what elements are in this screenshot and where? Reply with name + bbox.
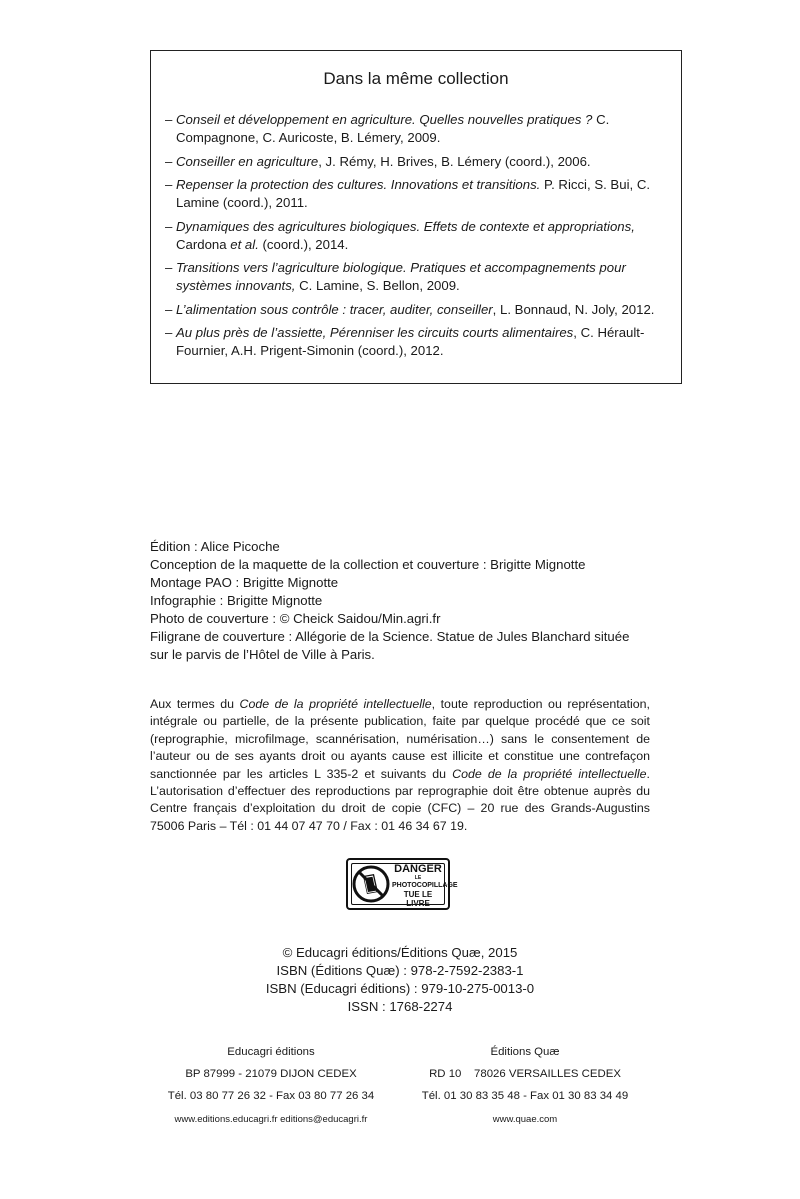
legal-text-1: Aux termes du [150, 697, 240, 711]
credits-block [150, 538, 650, 664]
entry-title: L’alimentation sous contrôle : tracer, auditer, conseiller [176, 301, 493, 317]
danger-text [392, 863, 458, 908]
publisher-name: Éditions Quæ [490, 1046, 560, 1058]
collection-title: Dans la même collection [323, 69, 509, 88]
publisher-educagri [146, 1046, 396, 1125]
entry-authors: , L. Bonnaud, N. Joly, 2012. [492, 301, 655, 317]
publisher-website: www.quae.com [492, 1114, 558, 1125]
danger-photocopillage: PHOTOCOPILLAGE [392, 882, 458, 889]
danger-tue: TUE LE LIVRE [403, 890, 433, 908]
legal-code-1: Code de la propriété intellectuelle [239, 697, 432, 711]
entry-title: Au plus près de l’assiette, Pérenniser les circuits courts alimentaires [176, 325, 574, 340]
collection-list [165, 111, 661, 366]
entry-authors: Cardona [176, 236, 231, 252]
publisher-address: BP 87999 - 21079 DIJON CEDEX [185, 1068, 357, 1080]
publisher-phone: Tél. 03 80 77 26 32 - Fax 03 80 77 26 34 [167, 1090, 375, 1102]
entry-authors: C. Lamine, S. Bellon, 2009. [295, 278, 460, 293]
isbn-educagri: ISBN (Educagri éditions) : 979-10-275-0013-0 [265, 981, 535, 996]
credit-design: Conception de la maquette de la collection et couverture : Brigitte Mignotte [150, 557, 586, 572]
collection-entry: – Dynamiques des agricultures biologiques. Effets de contexte et appropriations, Cardona et al. (coord.), 2014. [165, 218, 635, 252]
entry-title: Repenser la protection des cultures. Innovations et transitions. [176, 177, 541, 192]
entry-title: Conseiller en agriculture [176, 153, 319, 169]
collection-entry: – Au plus près de l’assiette, Pérenniser les circuits courts alimentaires, C. Hérault-Fournier, A.H. Prigent-Simonin (coord.), 2012. [165, 325, 645, 358]
publisher-address: RD 10 78026 VERSAILLES CEDEX [429, 1068, 621, 1080]
copyright-block [150, 944, 650, 1016]
danger-le: LE [414, 875, 422, 881]
book-warning-icon [352, 864, 390, 904]
issn: ISSN : 1768-2274 [347, 999, 453, 1014]
entry-authors-italic: et al. [230, 236, 259, 252]
entry-title: Conseil et développement en agriculture. Quelles nouvelles pratiques ? [176, 112, 593, 127]
danger-word: DANGER [394, 863, 442, 875]
collection-entry: – Repenser la protection des cultures. Innovations et transitions. P. Ricci, S. Bui, C. Lamine (coord.), 2011. [165, 177, 651, 210]
publisher-name: Educagri éditions [227, 1046, 315, 1058]
publisher-website: www.editions.educagri.fr editions@educagri.fr [174, 1114, 368, 1125]
copyright-line: © Educagri éditions/Éditions Quæ, 2015 [282, 945, 518, 960]
legal-notice [150, 696, 650, 835]
collection-entry: – Conseiller en agriculture, J. Rémy, H. Brives, B. Lémery (coord.), 2006. [165, 153, 591, 169]
entry-authors-end: (coord.), 2014. [258, 236, 349, 252]
entry-authors: C. Compagnone, C. Auricoste, B. Lémery, 2009. [176, 112, 610, 145]
entry-authors: , C. Hérault-Fournier, A.H. Prigent-Simonin (coord.), 2012. [176, 325, 645, 358]
credit-layout: Montage PAO : Brigitte Mignotte [150, 575, 339, 590]
publisher-quae [400, 1046, 650, 1125]
collection-entry: – Transitions vers l’agriculture biologique. Pratiques et accompagnements pour systèmes innovants, C. Lamine, S. Bellon, 2009. [165, 260, 626, 293]
credit-photo: Photo de couverture : © Cheick Saidou/Min.agri.fr [150, 611, 441, 626]
entry-authors: , J. Rémy, H. Brives, B. Lémery (coord.), 2006. [318, 153, 591, 169]
danger-logo [346, 858, 458, 910]
credit-watermark: Filigrane de couverture : Allégorie de la Science. Statue de Jules Blanchard située sur le parvis de l’Hôtel de Ville à Paris. [150, 629, 630, 662]
entry-title: Transitions vers l’agriculture biologique. Pratiques et accompagnements pour systèmes innovants, [176, 260, 626, 293]
publisher-phone: Tél. 01 30 83 35 48 - Fax 01 30 83 34 49 [421, 1090, 629, 1102]
legal-text-3: . L’autorisation d’effectuer des reproductions par reprographie doit être obtenue auprès du Centre français d’exploitation du droit de copie (CFC) – 20 rue des Grands-Augustins 75006 Paris – Tél : 01 44 07 47 70 / Fax : 01 46 34 67 19. [150, 766, 650, 833]
collection-entry: – L’alimentation sous contrôle : tracer, auditer, conseiller, L. Bonnaud, N. Joly, 2012. [165, 301, 655, 317]
entry-title: Dynamiques des agricultures biologiques. Effets de contexte et appropriations, [176, 218, 635, 234]
collection-box [150, 50, 682, 384]
entry-authors: P. Ricci, S. Bui, C. Lamine (coord.), 2011. [176, 177, 651, 210]
legal-text-2: , toute reproduction ou représentation, intégrale ou partielle, de la présente publication, faite par quelque procédé que ce soit (reprographie, microfilmage, scannérisation, numérisation…) sans le consentement de l’auteur ou de ses ayants droit ou ayants cause est illicite et constitue une contrefaçon sanctionnée par les articles L 335-2 et suivants du [150, 697, 650, 781]
legal-code-2: Code de la propriété intellectuelle [452, 766, 647, 781]
credit-infographics: Infographie : Brigitte Mignotte [150, 593, 323, 608]
isbn-quae: ISBN (Éditions Quæ) : 978-2-7592-2383-1 [276, 963, 524, 978]
credit-edition: Édition : Alice Picoche [150, 539, 280, 554]
collection-entry: – Conseil et développement en agriculture. Quelles nouvelles pratiques ? C. Compagnone, C. Auricoste, B. Lémery, 2009. [165, 112, 610, 145]
